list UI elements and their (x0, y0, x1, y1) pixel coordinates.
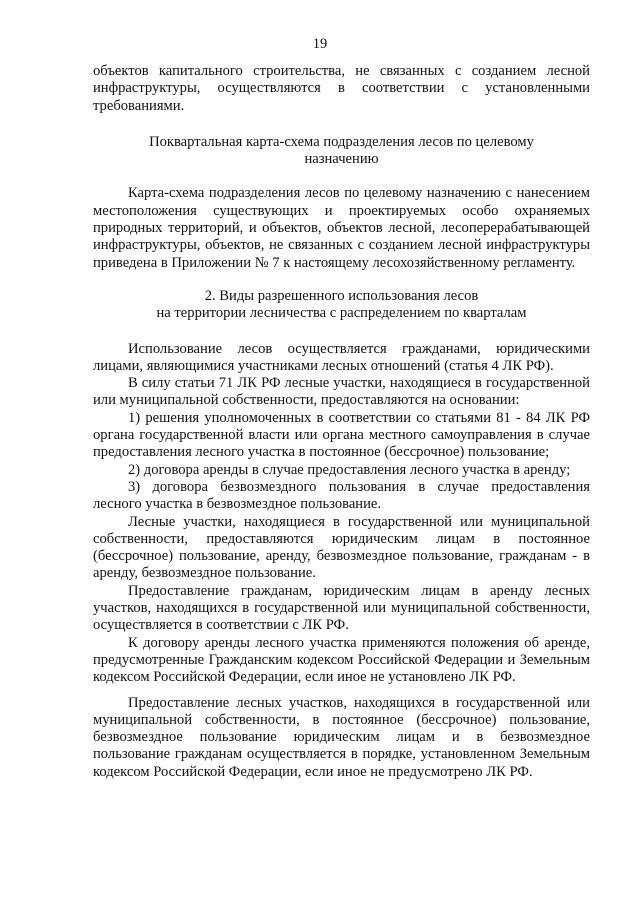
paragraph-forest-plots: Лесные участки, находящиеся в государственной или муниципальной собственности, предоставляются юридическим лицам в постоянное (бессрочное) пользование, аренду, безвозмездное пользование, гражданам - в аренду, безвозмездное пользование. (93, 513, 590, 582)
heading-line: назначению (304, 151, 379, 168)
paragraph-perpetual-use: Предоставление лесных участков, находящихся в государственной или муниципальной собственности, в постоянное (бессрочное) пользование, безвозмездное пользование юридическим лицам и в безвозмездное пользование гражданам осуществляется в порядке, установленном Земельным кодексом Российской Федерации, если иное не предусмотрено ЛК РФ. (93, 694, 590, 780)
paragraph-lease-provision: Предоставление гражданам, юридическим лицам в аренду лесных участков, находящихся в государственной или муниципальной собственности, осуществляется в соответствии с ЛК РФ. (93, 582, 590, 634)
heading-line: на территории лесничества с распределением по кварталам (156, 305, 527, 322)
list-item-1: 1) решения уполномоченных в соответствии со статьями 81 - 84 ЛК РФ органа государственной власти или органа местного самоуправления в случае предоставления лесного участка в постоянное (бессрочное) пользование; (93, 409, 590, 461)
section-heading-map (93, 134, 590, 169)
paragraph-lease-contract: К договору аренды лесного участка применяются положения об аренде, предусмотренные Гражданским кодексом Российской Федерации и Земельным кодексом Российской Федерации, если иное не установлено ЛК РФ. (93, 634, 590, 686)
paragraph-continuation: объектов капитального строительства, не связанных с созданием лесной инфраструктуры, осуществляются в соответствии с установленными требованиями. (93, 63, 590, 114)
list-item-3: 3) договора безвозмездного пользования в случае предоставления лесного участка в безвозмездное пользование. (93, 478, 590, 513)
section-heading-forest-use (93, 288, 590, 323)
paragraph-forest-use: Использование лесов осуществляется гражданами, юридическими лицами, являющимися участниками лесных отношений (статья 4 ЛК РФ). (93, 340, 590, 374)
heading-line: Поквартальная карта-схема подразделения лесов по целевому (149, 133, 534, 150)
document-body (93, 63, 590, 781)
paragraph-map-description: Карта-схема подразделения лесов по целевому назначению с нанесением местоположения существующих и проектируемых особо охраняемых природных территорий, и объектов, объектов лесной, лесоперерабатывающей инфраструктуры, объектов, не связанных с созданием лесной инфраструктуры приведена в Приложении № 7 к настоящему лесохозяйственному регламенту. (93, 185, 590, 271)
list-item-2: 2) договора аренды в случае предоставления лесного участка в аренду; (128, 461, 571, 478)
page-number: 19 (312, 36, 328, 52)
heading-line: 2. Виды разрешенного использования лесов (204, 287, 479, 304)
paragraph-article-71: В силу статьи 71 ЛК РФ лесные участки, находящиеся в государственной или муниципальной собственности, предоставляются на основании: (93, 375, 590, 409)
